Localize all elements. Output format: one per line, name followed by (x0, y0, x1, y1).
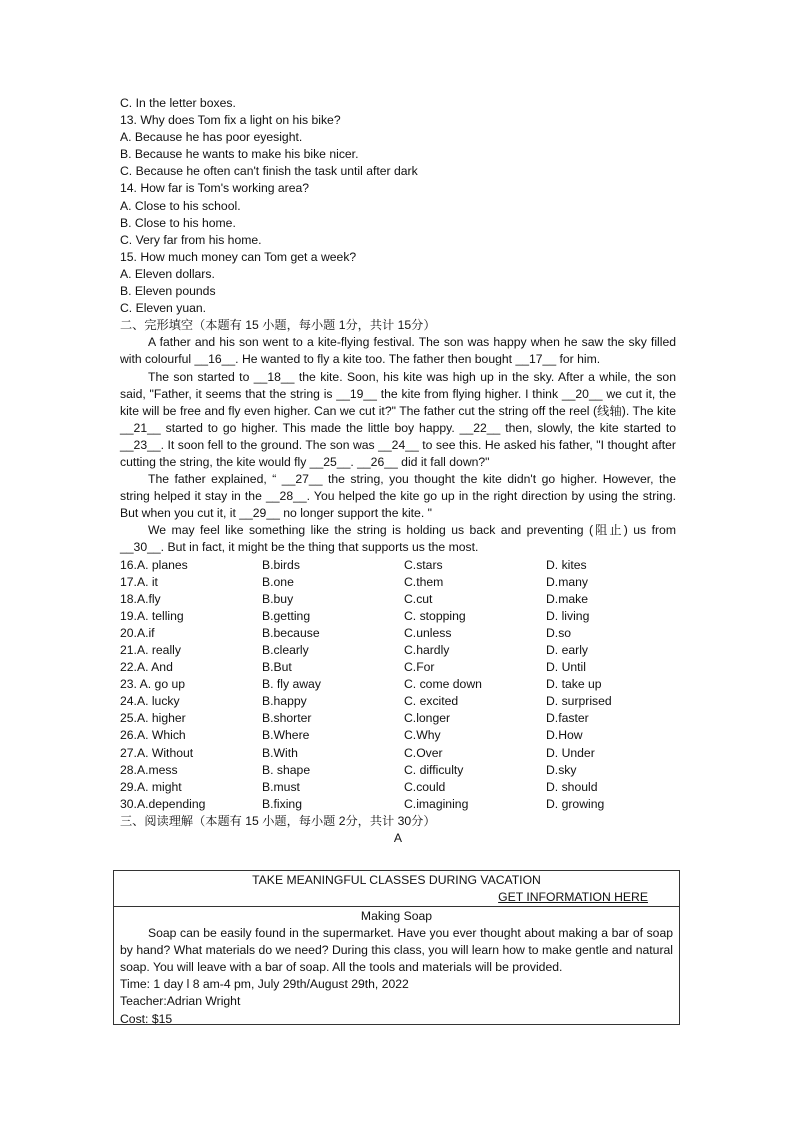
option-line: A. Eleven dollars. (120, 266, 215, 281)
question-14: 14. How far is Tom's working area? (120, 181, 310, 196)
option-c: C.them (404, 574, 444, 589)
option-c: C. excited (404, 694, 459, 709)
option-b: B.fixing (262, 796, 302, 811)
option-a: 22.A. And (120, 660, 173, 675)
option-a: 28.A.mess (120, 762, 178, 777)
option-line: B. Because he wants to make his bike nicer. (120, 147, 359, 162)
option-b: B.happy (262, 694, 307, 709)
text-line: C. In the letter boxes. (120, 96, 236, 110)
option-b: B.buy (262, 591, 294, 606)
option-c: C.longer (404, 711, 451, 726)
option-d: D.make (546, 591, 588, 606)
option-a: 19.A. telling (120, 608, 184, 623)
option-c: C.imagining (404, 796, 469, 811)
option-a: 24.A. lucky (120, 694, 180, 709)
option-c: C.could (404, 779, 446, 794)
option-line: B. Eleven pounds (120, 284, 216, 299)
class-advertisement (113, 870, 680, 1025)
option-b: B.getting (262, 608, 311, 623)
option-a: 27.A. Without (120, 745, 194, 760)
option-d: D.faster (546, 711, 589, 726)
option-c: C.For (404, 660, 435, 675)
option-d: D. kites (546, 557, 587, 572)
option-b: B.because (262, 625, 320, 640)
question-15: 15. How much money can Tom get a week? (120, 249, 357, 264)
passage-label: A (393, 831, 403, 846)
option-d: D. Until (546, 660, 586, 675)
option-c: C.cut (404, 591, 433, 606)
option-line: C. Eleven yuan. (120, 301, 207, 316)
option-c: C.unless (404, 625, 452, 640)
section-heading-reading: 三、阅读理解（本题有 15 小题，每小题 2分，共计 30分） (120, 813, 436, 828)
option-d: D.many (546, 574, 588, 589)
paragraph: The son started to __18__ the kite. Soon, his kite was high up in the sky. After a while, the son said, "Father, it seems that the string is __19__ the kite from flying higher. I think __20__ we cut it, the kite will be free and fly even higher. Can we cut it?" The father cut the string off the reel (线轴). The kite __21__ started to go higher. This made the little boy happy. __22__ then, slowly, the kite started to __23__. It soon fell to the ground. The son was __24__ to see this. He asked his father, "I thought after cutting the string, the kite would fly __25__. __26__ did it fall down?" (120, 369, 676, 469)
ad-body (114, 907, 679, 1028)
option-a: 17.A. it (120, 574, 158, 589)
class-name: Making Soap (360, 909, 433, 923)
option-b: B.one (262, 574, 294, 589)
option-line: B. Close to his home. (120, 215, 236, 230)
option-d: D. surprised (546, 694, 612, 709)
option-d: D. living (546, 608, 590, 623)
option-line: A. Close to his school. (120, 198, 241, 213)
option-b: B.shorter (262, 711, 312, 726)
option-d: D. should (546, 779, 598, 794)
class-description: Soap can be easily found in the supermarket. Have you ever thought about making a bar of soap by hand? What materials do we need? During this class, you will learn how to make gentle and natural soap. You will leave with a bar of soap. All the tools and materials will be provided. (120, 926, 673, 975)
option-a: 23. A. go up (120, 677, 186, 692)
option-d: D. Under (546, 745, 595, 760)
option-c: C.stars (404, 557, 443, 572)
option-c: C.Over (404, 745, 443, 760)
option-b: B. fly away (262, 677, 321, 692)
option-a: 25.A. higher (120, 711, 186, 726)
option-a: 16.A. planes (120, 557, 188, 572)
option-c: C. stopping (404, 608, 466, 623)
option-a: 21.A. really (120, 643, 181, 657)
option-c: C. difficulty (404, 762, 464, 777)
option-a: 20.A.if (120, 625, 155, 640)
option-d: D. growing (546, 796, 605, 811)
option-b: B.Where (262, 728, 310, 743)
option-a: 29.A. might (120, 779, 182, 794)
option-b: B.clearly (262, 643, 309, 657)
option-d: D. early (546, 643, 588, 657)
paragraph: We may feel like something like the string is holding us back and preventing (阻止) us from __30__. But in fact, it might be the thing that supports us the most. (120, 523, 676, 555)
option-b: B.must (262, 779, 300, 794)
option-d: D.so (546, 625, 572, 640)
option-line: A. Because he has poor eyesight. (120, 130, 303, 145)
option-b: B.birds (262, 557, 300, 572)
listening-questions (120, 95, 676, 317)
class-cost: Cost: $15 (120, 1011, 173, 1026)
option-a: 30.A.depending (120, 796, 206, 811)
option-c: C. come down (404, 677, 482, 692)
option-b: B.With (262, 745, 298, 760)
option-line: C. Very far from his home. (120, 232, 262, 247)
option-d: D.sky (546, 762, 577, 777)
cloze-options (120, 557, 676, 813)
option-b: B.But (262, 660, 292, 675)
class-time: Time: 1 day l 8 am-4 pm, July 29th/August 29th, 2022 (120, 977, 409, 992)
question-13: 13. Why does Tom fix a light on his bike? (120, 113, 341, 128)
option-c: C.hardly (404, 643, 450, 657)
option-a: 18.A.fly (120, 591, 161, 606)
section-heading-cloze: 二、完形填空（本题有 15 小题，每小题 1分，共计 15分） (120, 318, 436, 333)
option-b: B. shape (262, 762, 311, 777)
option-d: D. take up (546, 677, 602, 692)
class-teacher: Teacher:Adrian Wright (120, 994, 241, 1009)
option-c: C.Why (404, 728, 441, 743)
option-a: 26.A. Which (120, 728, 186, 743)
ad-header (114, 871, 679, 907)
exam-page (120, 95, 676, 847)
cloze-passage (120, 334, 676, 556)
info-link[interactable]: GET INFORMATION HERE (498, 890, 648, 904)
option-line: C. Because he often can't finish the task until after dark (120, 164, 418, 179)
option-d: D.How (546, 728, 583, 743)
ad-title: TAKE MEANINGFUL CLASSES DURING VACATION (252, 873, 541, 887)
paragraph: A father and his son went to a kite-flying festival. The son was happy when he saw the sky filled with colourful __16__. He wanted to fly a kite too. The father then bought __17__ for him. (120, 335, 676, 367)
paragraph: The father explained, “ __27__ the string, you thought the kite didn't go higher. However, the string helped it stay in the __28__. You helped the kite go up in the right direction by using the string. But when you cut it, it __29__ no longer support the kite. " (120, 472, 676, 521)
